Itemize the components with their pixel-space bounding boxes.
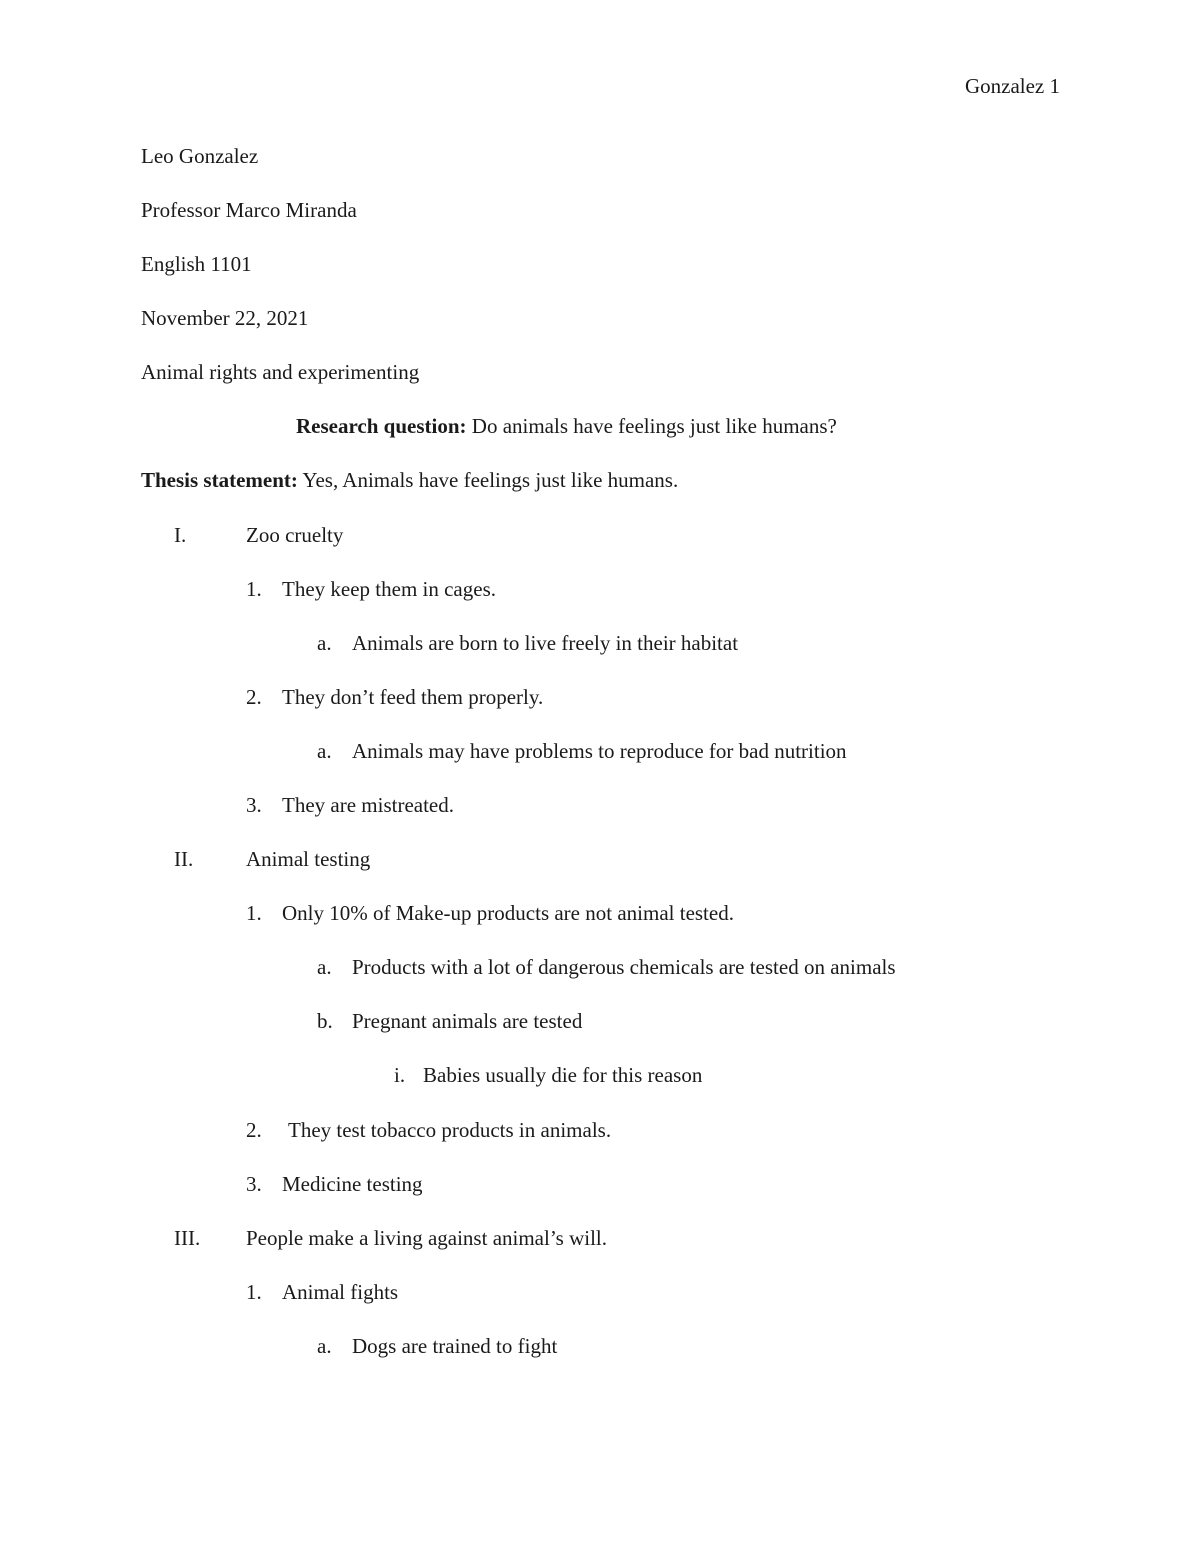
list-item: They are mistreated. — [282, 793, 454, 817]
section-title: People make a living against animal’s will. — [246, 1226, 608, 1250]
item-marker: 1. — [246, 577, 262, 601]
running-head: Gonzalez 1 — [964, 74, 1060, 98]
subitem-marker: a. — [317, 955, 332, 979]
item-marker: 3. — [246, 1172, 262, 1196]
thesis-text: Yes, Animals have feelings just like humans. — [302, 468, 679, 492]
list-item: Only 10% of Make-up products are not animal tested. — [282, 901, 734, 925]
professor-name: Professor Marco Miranda — [141, 198, 357, 222]
section-marker: III. — [174, 1226, 201, 1250]
list-item: They don’t feed them properly. — [282, 685, 544, 709]
list-subitem: Products with a lot of dangerous chemicals are tested on animals — [352, 955, 896, 979]
list-item: Medicine testing — [282, 1172, 423, 1196]
research-question-label: Research question: — [296, 414, 467, 438]
list-subitem: Animals are born to live freely in their habitat — [352, 631, 739, 655]
student-name: Leo Gonzalez — [141, 144, 259, 168]
item-marker: 1. — [246, 901, 262, 925]
subitem-marker: b. — [317, 1009, 333, 1033]
subitem-marker: a. — [317, 1334, 332, 1358]
item-marker: 3. — [246, 793, 262, 817]
section-title: Animal testing — [246, 847, 371, 871]
subitem-marker: a. — [317, 739, 332, 763]
list-subitem: Animals may have problems to reproduce for bad nutrition — [352, 739, 847, 763]
research-question — [296, 416, 837, 437]
list-subsubitem: Babies usually die for this reason — [423, 1063, 703, 1087]
item-marker: 2. — [246, 1118, 262, 1142]
section-marker: II. — [174, 847, 194, 871]
list-item: They keep them in cages. — [282, 577, 496, 601]
item-marker: 1. — [246, 1280, 262, 1304]
research-question-text: Do animals have feelings just like humans? — [471, 414, 837, 438]
list-subitem: Dogs are trained to fight — [352, 1334, 558, 1358]
item-marker: 2. — [246, 685, 262, 709]
thesis-statement — [141, 470, 678, 491]
course-name: English 1101 — [141, 252, 252, 276]
list-subitem: Pregnant animals are tested — [352, 1009, 583, 1033]
thesis-label: Thesis statement: — [141, 468, 298, 492]
list-item: They test tobacco products in animals. — [288, 1118, 612, 1142]
subitem-marker: a. — [317, 631, 332, 655]
section-title: Zoo cruelty — [246, 523, 344, 547]
subsubitem-marker: i. — [394, 1063, 406, 1087]
section-marker: I. — [174, 523, 187, 547]
date: November 22, 2021 — [141, 306, 309, 330]
list-item: Animal fights — [282, 1280, 399, 1304]
topic: Animal rights and experimenting — [141, 360, 420, 384]
